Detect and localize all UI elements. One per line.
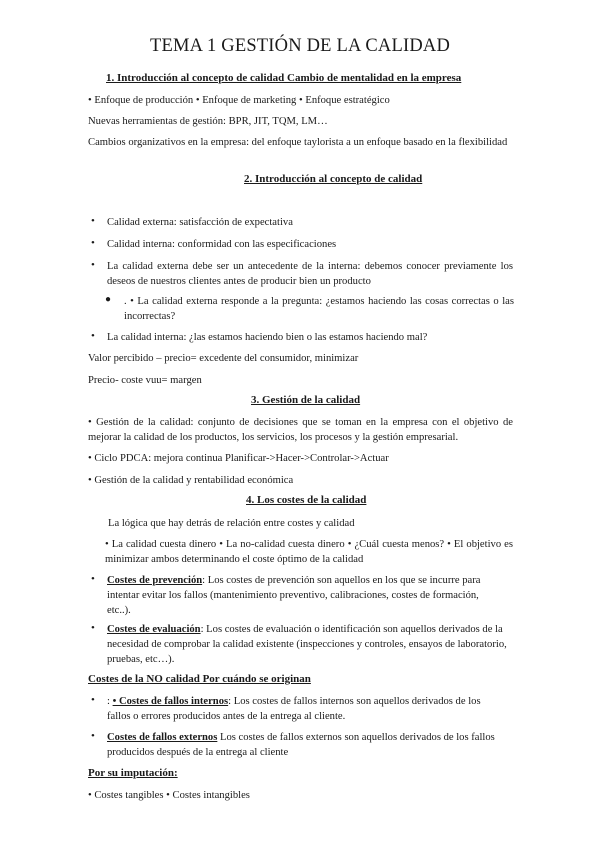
externos-text: Los costes de fallos externos son aquellos derivados de los fallos producidos después de la entrega al cliente [107,732,495,758]
list-item: La calidad interna: ¿las estamos haciendo bien o las estamos haciendo mal? [107,332,428,343]
cuesta-paragraph: • La calidad cuesta dinero • La no-calidad cuesta dinero • ¿Cuál cuesta menos? • El objetivo es minimizar ambos determinando el coste óptimo de la calidad [105,539,513,565]
list-item: Calidad interna: conformidad con las especificaciones [107,239,337,250]
bullet-glyph: • [91,259,95,271]
list-item [107,730,502,760]
internos-label: • Costes de fallos internos [112,696,229,707]
bullet-glyph: • [91,730,95,742]
sub-bullet-glyph: ● [105,294,112,305]
bullet-glyph: • [91,330,95,342]
no-calidad-heading: Costes de la NO calidad Por cuándo se originan [88,673,311,685]
imputacion-line: • Costes tangibles • Costes intangibles [88,790,250,801]
externos-label: Costes de fallos externos [107,732,218,743]
pdca-line: • Ciclo PDCA: mejora continua Planificar->Hacer->Controlar->Actuar [88,453,389,464]
section-4-heading: 4. Los costes de la calidad [246,494,367,506]
bullet-glyph: • [91,622,95,634]
cambios-paragraph: Cambios organizativos en la empresa: del enfoque taylorista a un enfoque basado en la flexibilidad [88,137,508,148]
prevencion-label: Costes de prevención [107,575,203,586]
list-item [107,694,502,724]
logica-line: La lógica que hay detrás de relación entre costes y calidad [108,518,355,529]
list-item: Calidad externa: satisfacción de expectativa [107,217,293,228]
bullet-glyph: • [91,215,95,227]
bullet-glyph: • [91,573,95,585]
list-item: . • La calidad externa responde a la pregunta: ¿estamos haciendo las cosas correctas o las incorrectas? [124,296,514,322]
section-2-heading: 2. Introducción al concepto de calidad [244,173,423,185]
list-item [107,622,513,667]
page-title: TEMA 1 GESTIÓN DE LA CALIDAD [149,36,451,56]
gestion-paragraph: • Gestión de la calidad: conjunto de decisiones que se toman en la empresa con el objetivo de mejorar la calidad de los productos, los servicios, los procesos y la gestión empresarial. [88,417,513,443]
precio-line: Precio- coste vuu= margen [88,375,202,386]
internos-prefix: : [107,696,113,707]
section-3-heading: 3. Gestión de la calidad [251,394,361,406]
bullet-glyph: • [91,694,95,706]
internos-text: : Los costes de fallos internos son aquellos derivados de los fallos o errores producidos antes de la entrega al cliente. [107,696,481,722]
evaluacion-text: : Los costes de evaluación o identificación son aquellos derivados de la necesidad de comprobar la calidad existente (inspecciones y controles, ensayos de laboratorio, pruebas, etc…). [107,624,507,665]
prevencion-text: : Los costes de prevención son aquellos en los que se incurre para intentar evitar los fallos (mantenimiento preventivo, calibraciones, costes de formación, etc..). [107,575,481,616]
imputacion-heading: Por su imputación: [88,767,178,779]
valor-line: Valor percibido – precio= excedente del consumidor, minimizar [88,353,359,364]
herramientas-line: Nuevas herramientas de gestión: BPR, JIT, TQM, LM… [88,116,328,127]
section-1-heading: 1. Introducción al concepto de calidad Cambio de mentalidad en la empresa [106,72,462,84]
rentabilidad-line: • Gestión de la calidad y rentabilidad económica [88,475,294,486]
list-item: La calidad externa debe ser un antecedente de la interna: debemos conocer previamente los deseos de nuestros clientes antes de producir bien un producto [107,261,513,287]
enfoques-line: • Enfoque de producción • Enfoque de marketing • Enfoque estratégico [88,95,390,106]
list-item [107,573,505,618]
bullet-glyph: • [91,237,95,249]
evaluacion-label: Costes de evaluación [107,624,201,635]
